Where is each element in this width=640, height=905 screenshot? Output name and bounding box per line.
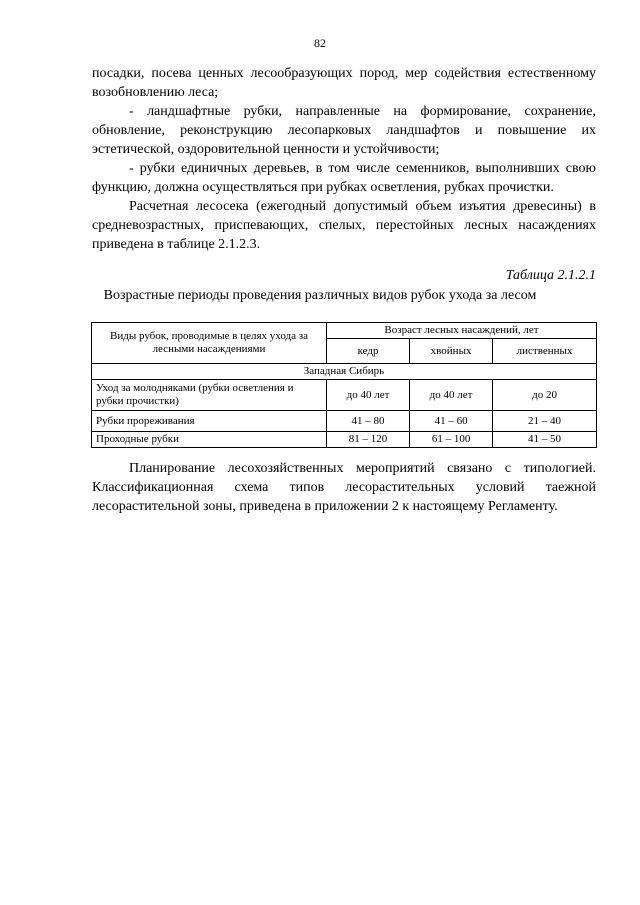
row-name: Рубки прореживания bbox=[92, 411, 327, 432]
row-value: до 40 лет bbox=[410, 380, 493, 411]
cutting-periods-table bbox=[91, 322, 597, 448]
subheader-coniferous: хвойных bbox=[410, 339, 493, 364]
paragraph: - ландшафтные рубки, направленные на формирование, сохранение, обновление, реконструкцию лесопарковых ландшафтов и повышение их эстетической, оздоровительной ценности и устойчивости; bbox=[92, 104, 596, 157]
table-header-row bbox=[92, 323, 597, 339]
row-value: 21 – 40 bbox=[493, 411, 597, 432]
row-value: до 40 лет bbox=[327, 380, 410, 411]
table-row bbox=[92, 380, 597, 411]
row-name: Проходные рубки bbox=[92, 432, 327, 448]
table-row bbox=[92, 411, 597, 432]
row-value: 41 – 60 bbox=[410, 411, 493, 432]
row-value: 41 – 80 bbox=[327, 411, 410, 432]
header-age-group: Возраст лесных насаждений, лет bbox=[327, 323, 597, 339]
paragraph: посадки, посева ценных лесообразующих пород, мер содействия естественному возобновлению леса; bbox=[92, 66, 596, 100]
paragraph: Планирование лесохозяйственных мероприятий связано с типологией. Классификационная схема типов лесорастительных условий таежной лесорастительной зоны, приведена в приложении 2 к настоящему Регламенту. bbox=[92, 461, 596, 514]
after-table-text bbox=[92, 459, 596, 516]
header-cutting-types: Виды рубок, проводимые в целях ухода за лесными насаждениями bbox=[92, 323, 327, 364]
row-value: 61 – 100 bbox=[410, 432, 493, 448]
page-number: 82 bbox=[314, 36, 326, 50]
body-text bbox=[92, 64, 596, 254]
paragraph: Расчетная лесосека (ежегодный допустимый объем изъятия древесины) в средневозрастных, приспевающих, спелых, перестойных лесных насаждениях приведена в таблице 2.1.2.3. bbox=[92, 199, 596, 252]
row-name: Уход за молодняками (рубки осветления и рубки прочистки) bbox=[92, 380, 327, 411]
table-region-row bbox=[92, 364, 597, 380]
region-label: Западная Сибирь bbox=[92, 364, 597, 380]
paragraph: - рубки единичных деревьев, в том числе семенников, выполнивших свою функцию, должна осуществляться при рубках осветления, рубках прочистки. bbox=[92, 161, 596, 195]
row-value: до 20 bbox=[493, 380, 597, 411]
row-value: 41 – 50 bbox=[493, 432, 597, 448]
table-title: Возрастные периоды проведения различных видов рубок ухода за лесом bbox=[103, 288, 537, 303]
row-value: 81 – 120 bbox=[327, 432, 410, 448]
table-caption: Таблица 2.1.2.1 bbox=[505, 268, 596, 283]
subheader-cedar: кедр bbox=[327, 339, 410, 364]
table-row bbox=[92, 432, 597, 448]
subheader-deciduous: лиственных bbox=[493, 339, 597, 364]
